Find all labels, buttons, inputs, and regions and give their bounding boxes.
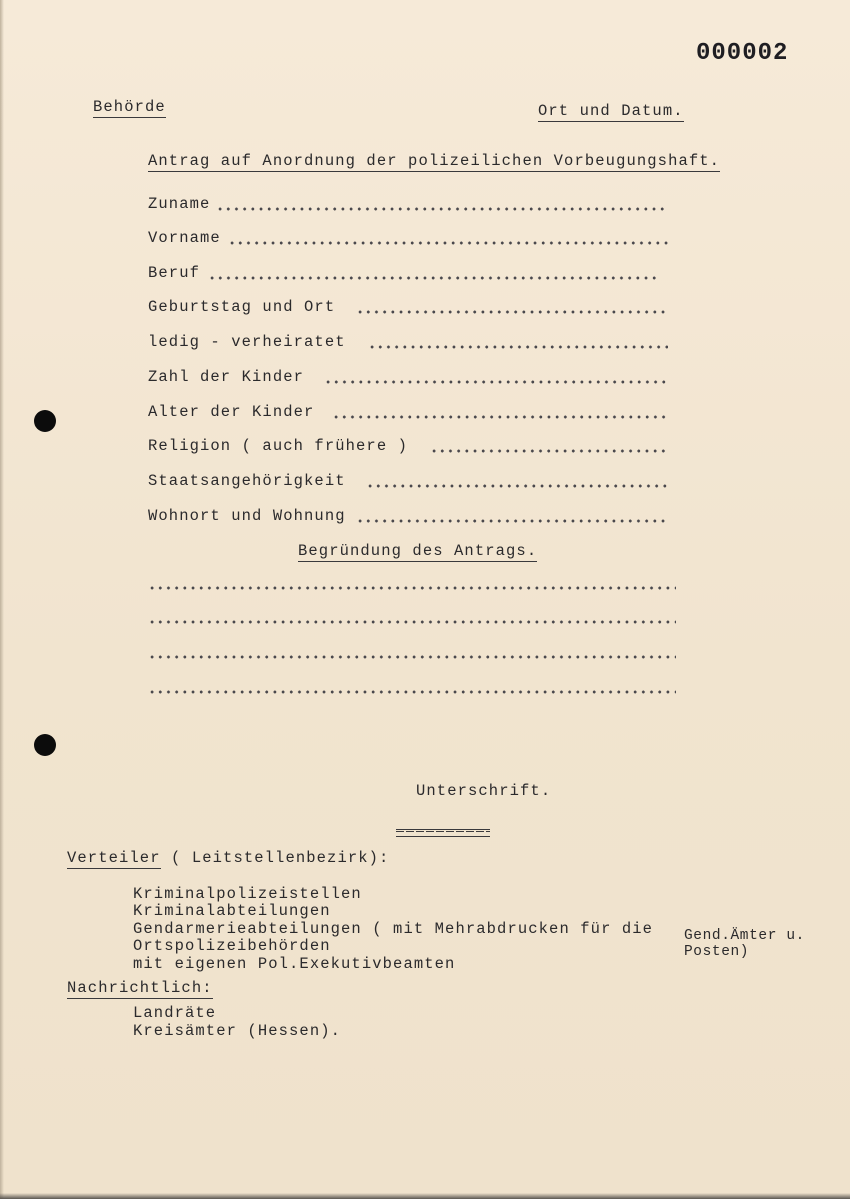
field-number-of-children xyxy=(148,368,678,388)
distribution-item: Kriminalpolizeistellen xyxy=(133,885,362,903)
distribution-item: Gendarmerieabteilungen ( mit Mehrabdrucken für die xyxy=(133,920,654,938)
dotted-fill-line xyxy=(356,517,668,525)
place-date-label: Ort und Datum. xyxy=(538,102,684,120)
for-information-item: Kreisämter (Hessen). xyxy=(133,1022,342,1040)
margin-note-line-2: Posten) xyxy=(684,944,750,960)
field-label: Zuname xyxy=(148,195,211,213)
field-label: Beruf xyxy=(148,264,201,282)
field-label: ledig - verheiratet xyxy=(148,333,346,351)
distribution-item: Kriminalabteilungen xyxy=(133,902,331,920)
punch-hole-top xyxy=(34,410,56,432)
reason-heading: Begründung des Antrags. xyxy=(298,542,538,560)
authority-label: Behörde xyxy=(93,98,166,116)
field-label: Wohnort und Wohnung xyxy=(148,507,346,525)
margin-note-line-1: Gend.Ämter u. xyxy=(684,928,805,944)
form-title: Antrag auf Anordnung der polizeilichen Vorbeugungshaft. xyxy=(148,152,721,170)
dotted-fill-line xyxy=(324,378,668,386)
dotted-fill-line xyxy=(332,413,668,421)
distribution-item: mit eigenen Pol.Exekutivbeamten xyxy=(133,955,456,973)
reason-line-4 xyxy=(148,688,676,696)
punch-hole-bottom xyxy=(34,734,56,756)
document-number: 000002 xyxy=(696,40,789,67)
field-label: Geburtstag und Ort xyxy=(148,298,336,316)
field-surname xyxy=(148,195,678,215)
dotted-fill-line xyxy=(228,239,668,247)
page-bottom-edge xyxy=(0,1193,850,1199)
distribution-heading: Verteiler xyxy=(67,849,161,867)
field-marital-status xyxy=(148,333,678,353)
field-citizenship xyxy=(148,472,678,492)
field-label: Religion ( auch frühere ) xyxy=(148,437,409,455)
field-residence xyxy=(148,507,678,527)
field-profession xyxy=(148,264,678,284)
separator-line xyxy=(396,829,490,837)
field-birth-date-place xyxy=(148,298,678,318)
reason-line-1 xyxy=(148,584,676,592)
distribution-heading-suffix: ( Leitstellenbezirk): xyxy=(171,849,390,867)
for-information-item: Landräte xyxy=(133,1004,217,1022)
page-edge-shadow xyxy=(0,0,4,1199)
field-label: Staatsangehörigkeit xyxy=(148,472,346,490)
field-religion xyxy=(148,437,678,457)
dotted-fill-line xyxy=(368,343,668,351)
reason-line-2 xyxy=(148,618,676,626)
dotted-fill-line xyxy=(430,447,668,455)
field-label: Vorname xyxy=(148,229,221,247)
field-label: Zahl der Kinder xyxy=(148,368,305,386)
dotted-fill-line xyxy=(356,308,668,316)
field-first-name xyxy=(148,229,678,249)
signature-label: Unterschrift. xyxy=(416,782,552,800)
for-information-heading: Nachrichtlich: xyxy=(67,979,213,997)
distribution-item: Ortspolizeibehörden xyxy=(133,937,331,955)
reason-line-3 xyxy=(148,653,676,661)
dotted-fill-line xyxy=(366,482,668,490)
field-age-of-children xyxy=(148,403,678,423)
dotted-fill-line xyxy=(216,205,668,213)
field-label: Alter der Kinder xyxy=(148,403,315,421)
dotted-fill-line xyxy=(208,274,658,282)
distribution-heading-row xyxy=(67,849,389,867)
